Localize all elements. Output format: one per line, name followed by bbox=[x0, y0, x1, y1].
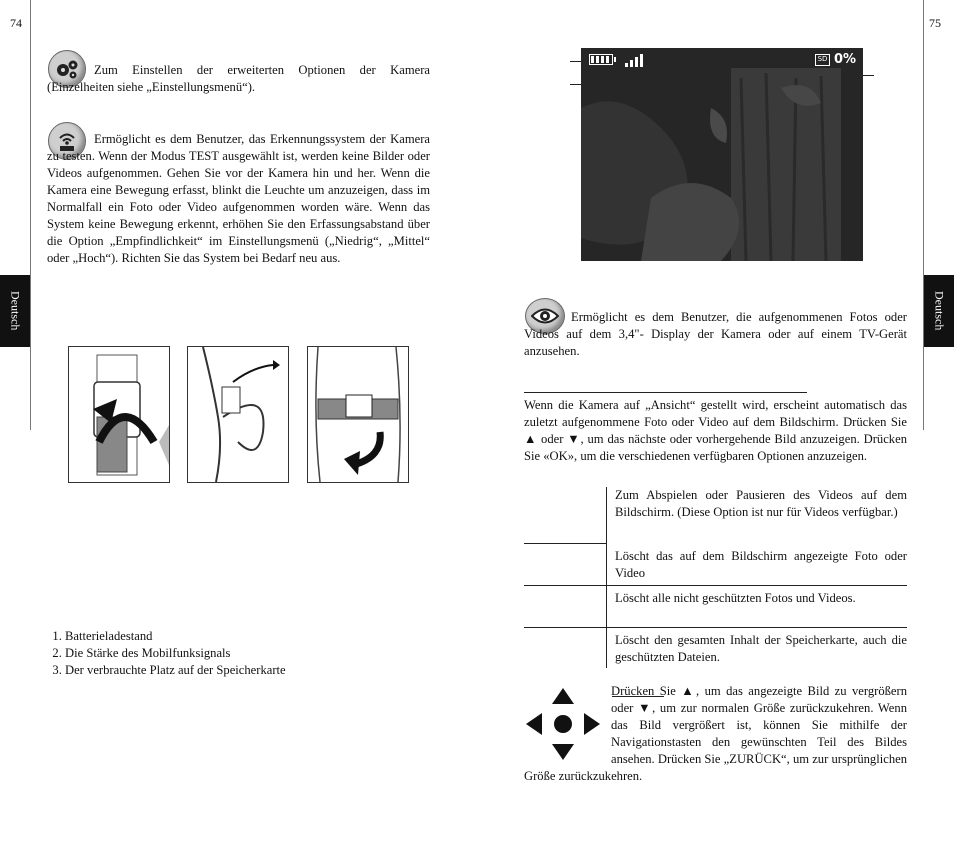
strap-figure-3 bbox=[307, 346, 409, 483]
margin-rule-left bbox=[30, 0, 31, 430]
battery-icon bbox=[589, 54, 613, 65]
view-description: Ermöglicht es dem Benutzer, die aufgenommenen Fotos oder Videos auf dem 3,4"- Display der Kamera oder auf einem TV-Gerät anzusehen. bbox=[524, 310, 907, 358]
list-item: 3. Der verbrauchte Platz auf der Speicherkarte bbox=[65, 662, 445, 679]
page-number-left: 74 bbox=[10, 16, 22, 30]
list-item: 2. Die Stärke des Mobilfunksignals bbox=[65, 645, 445, 662]
callout-line bbox=[862, 75, 874, 76]
side-tab-right: Deutsch bbox=[924, 275, 954, 347]
options-table bbox=[524, 487, 907, 668]
status-icon-list bbox=[47, 628, 445, 679]
table-row bbox=[524, 628, 907, 669]
signal-strength-icon bbox=[625, 53, 643, 67]
list-item: 1. Batterieladestand bbox=[65, 628, 445, 645]
option-description: Zum Abspielen oder Pausieren des Videos auf dem Bildschirm. (Diese Option ist nur für Videos verfügbar.) bbox=[615, 488, 907, 519]
strap-figure-1 bbox=[68, 346, 170, 483]
option-description: Löscht das auf dem Bildschirm angezeigte Foto oder Video bbox=[607, 544, 908, 586]
table-row bbox=[524, 544, 907, 586]
heading-rule bbox=[524, 392, 807, 393]
test-description: Ermöglicht es dem Benutzer, das Erkennungssystem der Kamera zu testen. Wenn der Modus TEST ausgewählt ist, werden keine Bilder oder Videos aufgenommen. Gehen Sie vor der Kamera hin und her. Wenn die Kamera eine Bewegung erfasst, blinkt die Leuchte um anzuzeigen, dass im Normalfall ein Foto oder Video aufgenommen worden wäre. Wenn das System keine Bewegung erkennt, erhöhen Sie den Erfassungsabstand über die Option „Empfindlichkeit“ im Einstellungsmenü („Niedrig“, „Mittel“ oder „Hoch“). Richten Sie das System bei Bedarf neu aus. bbox=[47, 132, 430, 265]
view-paragraph: Wenn die Kamera auf „Ansicht“ gestellt wird, erscheint automatisch das zuletzt aufgenommene Foto oder Video auf dem Bildschirm. Drücken Sie ▲ oder ▼, um das nächste oder vorhergehende Bild anzuzeigen. Drücken Sie «OK», um die verschiedenen verfügbaren Optionen anzuzeigen. bbox=[524, 398, 907, 463]
page-number-right: 75 bbox=[929, 16, 941, 30]
table-row bbox=[524, 487, 907, 544]
side-tab-left: Deutsch bbox=[0, 275, 30, 347]
option-description: Löscht den gesamten Inhalt der Speicherkarte, auch die geschützten Dateien. bbox=[615, 633, 907, 664]
strap-figure-2 bbox=[187, 346, 289, 483]
camera-screen-preview bbox=[581, 48, 863, 261]
settings-description: Zum Einstellen der erweiterten Optionen der Kamera (Einzelheiten siehe „Einstellungsmenü“). bbox=[47, 63, 430, 94]
option-description: Löscht alle nicht geschützten Fotos und Videos. bbox=[607, 586, 908, 628]
sd-card-icon: SD bbox=[815, 54, 830, 66]
table-row bbox=[524, 586, 907, 628]
battery-tip bbox=[614, 57, 616, 62]
margin-rule-right bbox=[923, 0, 924, 430]
zoom-description: Drücken Sie ▲, um das angezeigte Bild zu vergrößern oder ▼, um zur normalen Größe zurückzukehren. Wenn das Bild vergrößert ist, können Sie mithilfe der Navigationstasten den gewünschten Teil des Bildes ansehen. Drücken Sie „ZURÜCK“, um zur ursprünglichen Größe zurückzukehren. bbox=[524, 684, 907, 783]
storage-used-readout: 0% bbox=[834, 52, 857, 67]
